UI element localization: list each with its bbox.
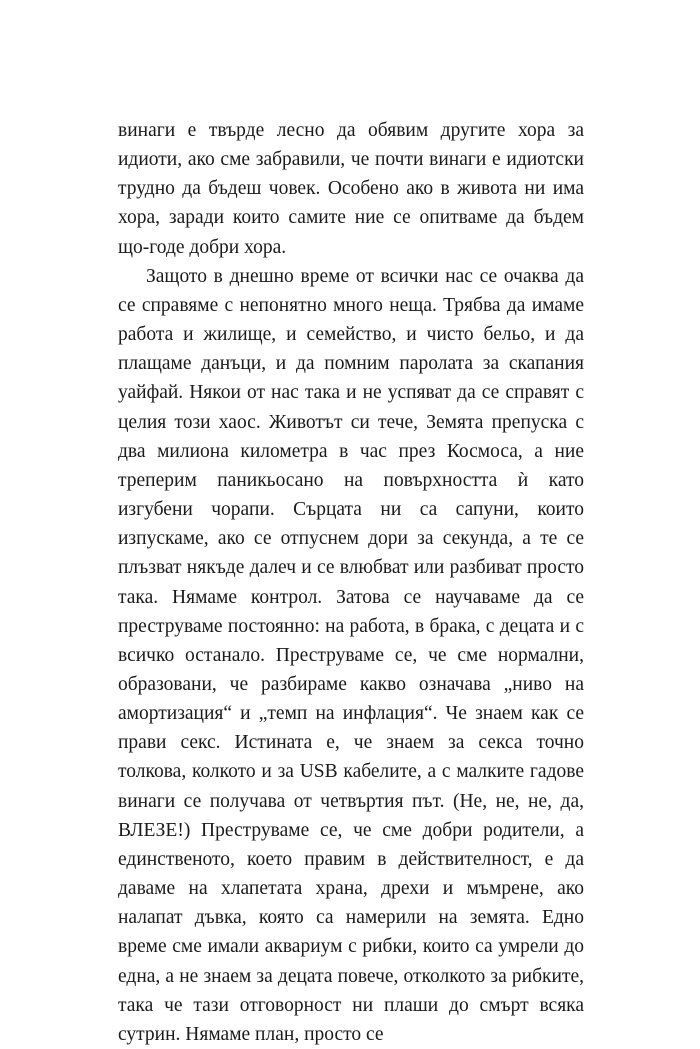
paragraph-continuation: винаги е твърде лесно да обявим другите хора за идиоти, ако сме забравили, че почти винаги е идиотски трудно да бъдеш човек. Особено ако в живота ни има хора, заради които самите ние се опитваме да бъдем що-годе добри хора. [118,120,584,258]
body-text [118,116,584,1049]
paragraph: Защото в днешно време от всички нас се очаква да се справяме с непонятно много неща. Трябва да имаме работа и жилище, и семейство, и чисто бельо, и да плащаме данъци, и да помним паролата за скапания уайфай. Някои от нас така и не успяват да се справят с целия този хаос. Животът си тече, Земята препуска с два милиона километра в час през Космоса, а ние треперим паникьосано на повърхността ѝ като изгубени чорапи. Сърцата ни са сапуни, които изпускаме, ако се отпуснем дори за секунда, а те се плъзват някъде далеч и се влюбват или разбиват просто така. Нямаме контрол. Затова се научаваме да се преструваме постоянно: на работа, в брака, с децата и с всичко останало. Преструваме се, че сме нормални, образовани, че разбираме какво означава „ниво на амортизация“ и „темп на инфлация“. Че знаем как се прави секс. Истината е, че знаем за секса точно толкова, колкото и за USB кабелите, а с малките гадове винаги се получава от четвъртия път. (Не, не, не, да, ВЛЕЗЕ!) Преструваме се, че сме добри родители, а единственото, което правим в действителност, е да даваме на хлапетата храна, дрехи и мъмрене, ако налапат дъвка, която са намерили на земята. Едно време сме имали аквариум с рибки, които са умрели до една, а не знаем за децата повече, отколкото за рибките, така че тази отговорност ни плаши до смърт всяка сутрин. Нямаме план, просто се [118,265,584,1045]
